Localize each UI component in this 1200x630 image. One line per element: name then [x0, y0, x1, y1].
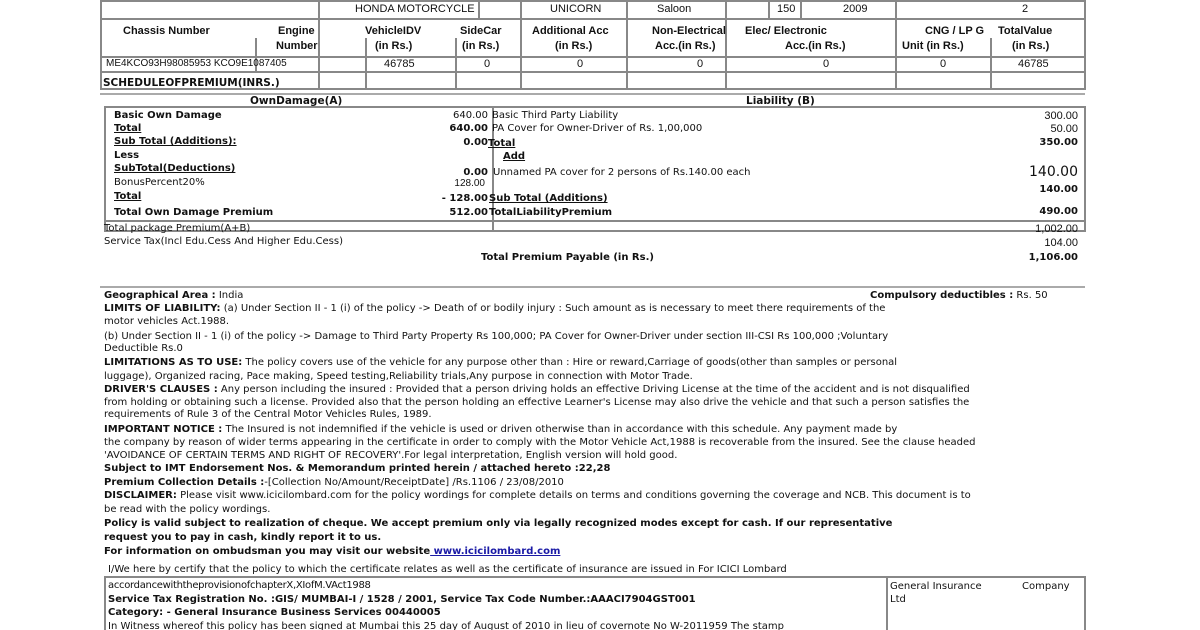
important-notice-text: The Insured is not indemnified if the vehicle is used or driven otherwise than in accordance with this schedule. Any payment made by — [222, 424, 898, 435]
company-name: Ltd — [890, 594, 906, 605]
basic-od-value: 640.00 — [453, 110, 488, 121]
drivers-clauses-label: DRIVER'S CLAUSES : — [104, 384, 218, 395]
header-cng-2: Unit (in Rs.) — [902, 40, 964, 52]
total-liability-label: TotalLiabilityPremium — [489, 207, 613, 218]
header-addl-1: Additional Acc — [532, 25, 609, 37]
header-elec-1: Elec/ Electronic — [745, 25, 827, 37]
cng-value: 0 — [940, 58, 947, 70]
vehicle-body: Saloon — [657, 3, 692, 15]
total-value: 46785 — [1018, 58, 1049, 70]
unnamed-pa-label: Unnamed PA cover for 2 persons of Rs.140.00 each — [493, 167, 751, 178]
idv-value: 46785 — [384, 58, 415, 70]
header-idv-2: (in Rs.) — [375, 40, 413, 52]
total-own-damage-value: 512.00 — [449, 207, 488, 218]
sidecar-value: 0 — [484, 58, 491, 70]
liability-title: Liability (B) — [746, 95, 815, 107]
chassis-engine-value: ME4KCO93H98085953 KCO9E1087405 — [106, 58, 287, 69]
premium-collection-label: Premium Collection Details : — [104, 477, 265, 488]
limitations-text: luggage), Organized racing, Pace making, Speed testing,Reliability trials,Any purpose in connection with Motor Trade. — [104, 371, 693, 382]
disclaimer-text: Please visit www.icicilombard.com for the policy wordings for complete details on terms and conditions governing the coverage and NCB. This document is to — [176, 490, 971, 501]
header-addl-2: (in Rs.) — [555, 40, 593, 52]
important-notice-text: 'AVOIDANCE OF CERTAIN TERMS AND RIGHT OF RECOVERY'.For legal interpretation, English version will hold good. — [104, 450, 678, 461]
bonus-value: 128.00 — [454, 178, 485, 189]
unnamed-pa-value: 140.00 — [1029, 164, 1078, 180]
pa-owner-label: PA Cover for Owner-Driver of Rs. 1,00,000 — [492, 123, 703, 134]
important-notice-label: IMPORTANT NOTICE : — [104, 424, 223, 435]
pa-owner-value: 50.00 — [1050, 123, 1078, 135]
service-tax-registration: Service Tax Registration No. :GIS/ MUMBAI-I / 1528 / 2001, Service Tax Code Number.:AAACI7904GST001 — [108, 594, 696, 605]
basic-tp-value: 300.00 — [1044, 110, 1078, 122]
header-idv-1: VehicleIDV — [365, 25, 422, 37]
header-elec-2: Acc.(in Rs.) — [785, 40, 846, 52]
service-tax-label: Service Tax(Incl Edu.Cess And Higher Edu.Cess) — [104, 236, 343, 247]
vehicle-model: UNICORN — [550, 3, 602, 15]
certificate-text: accordancewiththeprovisionofchapterX,XIofM.VAct1988 — [108, 580, 371, 591]
header-sidecar-2: (in Rs.) — [462, 40, 500, 52]
geo-label: Geographical Area : — [104, 290, 216, 301]
od-total-label: Total — [114, 123, 142, 134]
header-total-1: TotalValue — [998, 25, 1053, 37]
ombudsman-label: For information on ombudsman you may visit our website — [104, 546, 431, 557]
header-total-2: (in Rs.) — [1012, 40, 1050, 52]
drivers-clauses-text: requirements of Rule 3 of the Central Motor Vehicles Rules, 1989. — [104, 409, 432, 420]
limits-liability-text: Deductible Rs.0 — [104, 343, 183, 354]
deductibles-label: Compulsory deductibles : — [870, 290, 1014, 301]
limits-liability-label: LIMITS OF LIABILITY: — [104, 303, 221, 314]
own-damage-title: OwnDamage(A) — [250, 95, 343, 107]
important-notice-text: the company by reason of wider terms appearing in the certificate in order to comply with the Motor Vehicle Act,1988 is recoverable from the insured. See the clause headed — [104, 437, 976, 448]
certificate-text: I/We here by certify that the policy to which the certificate relates as well as the certificate of insurance are issued in For ICICI Lombard — [108, 564, 787, 575]
company-name: General Insurance — [890, 581, 982, 592]
schedule-title: SCHEDULEOFPREMIUM(INRS.) — [103, 77, 280, 89]
limitations-label: LIMITATIONS AS TO USE: — [104, 357, 243, 368]
disclaimer-text: be read with the policy wordings. — [104, 504, 271, 515]
header-cng-1: CNG / LP G — [925, 25, 985, 37]
premium-collection-value: -[Collection No/Amount/ReceiptDate] /Rs.1106 / 23/08/2010 — [264, 477, 564, 488]
drivers-clauses-text: Any person including the insured : Provided that a person driving holds an effective Driving License at the time of the accident and is not disqualified — [217, 384, 970, 395]
imt-endorsement: Subject to IMT Endorsement Nos. & Memorandum printed herein / attached hereto :22,28 — [104, 463, 611, 474]
cheque-notice: request you to pay in cash, kindly report it to us. — [104, 532, 382, 543]
add-label: Add — [503, 151, 526, 162]
od-subtotal-deductions-value: 0.00 — [463, 167, 488, 178]
geo-value: India — [215, 290, 244, 301]
deductibles-value: Rs. 50 — [1013, 290, 1048, 301]
vehicle-cc: 150 — [777, 3, 796, 15]
od-subtotal-deductions-label: SubTotal(Deductions) — [114, 163, 236, 174]
liab-total-value: 350.00 — [1039, 137, 1078, 148]
less-label: Less — [114, 150, 140, 161]
service-tax-value: 104.00 — [1044, 237, 1078, 249]
header-engine-2: Number — [276, 40, 318, 52]
od-subtotal-additions-label: Sub Total (Additions): — [114, 136, 237, 147]
drivers-clauses-text: from holding or obtaining such a license. Provided also that the person holding an effective Learner's License may also drive the vehicle and that such a person satisfies the — [104, 397, 970, 408]
addl-value: 0 — [577, 58, 584, 70]
header-engine-1: Engine — [278, 25, 315, 37]
liab-subtotal-value: 140.00 — [1039, 184, 1078, 195]
od-total-value: 640.00 — [449, 123, 488, 134]
bonus-label: BonusPercent20% — [114, 177, 205, 188]
package-premium-value: 1,002.00 — [1035, 223, 1078, 235]
witness-text: In Witness whereof this policy has been signed at Mumbai this 25 day of August of 2010 in lieu of covernote No W-2011959 The stamp — [108, 621, 784, 630]
vehicle-make: HONDA MOTORCYCLE — [355, 3, 475, 15]
limits-liability-text: (b) Under Section II - 1 (i) of the policy -> Damage to Third Party Property Rs 100,000; PA Cover for Owner-Driver under section III-CSI Rs 100,000 ;Voluntary — [104, 331, 889, 342]
od-subtotal-additions-value: 0.00 — [463, 137, 488, 148]
total-own-damage-label: Total Own Damage Premium — [114, 207, 274, 218]
limitations-text: The policy covers use of the vehicle for any purpose other than : Hire or reward,Carriage of goods(other than samples or personal — [242, 357, 898, 368]
premium-payable-value: 1,106.00 — [1028, 252, 1078, 263]
header-nonelec-1: Non-Electrical — [652, 25, 726, 37]
limits-liability-text: motor vehicles Act.1988. — [104, 316, 230, 327]
header-nonelec-2: Acc.(in Rs.) — [655, 40, 716, 52]
category: Category: - General Insurance Business Services 00440005 — [108, 607, 441, 618]
vehicle-seats: 2 — [1022, 3, 1029, 15]
nonelec-value: 0 — [697, 58, 704, 70]
limits-liability-text: (a) Under Section II - 1 (i) of the policy -> Death of or bodily injury : Such amount as is necessary to meet there requirements of the — [220, 303, 886, 314]
vehicle-year: 2009 — [843, 3, 868, 15]
premium-payable-label: Total Premium Payable (in Rs.) — [481, 252, 654, 263]
basic-od-label: Basic Own Damage — [114, 110, 222, 121]
ombudsman-website-link[interactable]: www.icicilombard.com — [430, 546, 561, 557]
header-sidecar-1: SideCar — [460, 25, 502, 37]
package-premium-label: Total package Premium(A+B) — [104, 223, 251, 234]
liab-total-label: Total — [488, 138, 516, 149]
cheque-notice: Policy is valid subject to realization of cheque. We accept premium only via legally recognized modes except for cash. If our representative — [104, 518, 893, 529]
header-chassis: Chassis Number — [123, 25, 210, 37]
od-total2-label: Total — [114, 191, 142, 202]
od-total2-value: - 128.00 — [441, 193, 488, 204]
total-liability-value: 490.00 — [1039, 206, 1078, 217]
elec-value: 0 — [823, 58, 830, 70]
liab-subtotal-label: Sub Total (Additions) — [489, 193, 608, 204]
disclaimer-label: DISCLAIMER: — [104, 490, 177, 501]
basic-tp-label: Basic Third Party Liability — [492, 110, 619, 121]
company-name: Company — [1022, 581, 1070, 592]
